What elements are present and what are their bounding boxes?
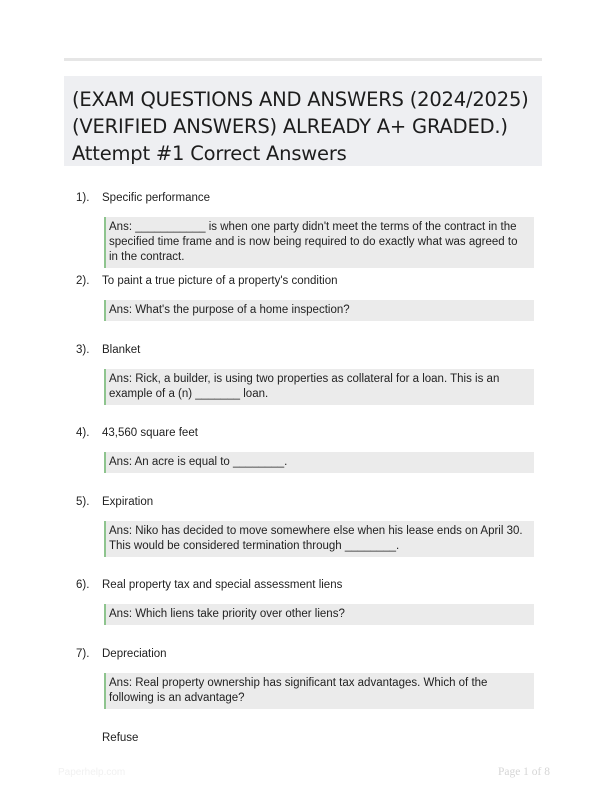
question-text: To paint a true picture of a property's condition: [102, 275, 338, 287]
question-text: Real property tax and special assessment liens: [102, 579, 343, 591]
answer-box: Ans: Rick, a builder, is using two properties as collateral for a loan. This is an example of a (n) _______ loan.: [104, 369, 534, 405]
top-divider: [64, 58, 542, 61]
document-title: (EXAM QUESTIONS AND ANSWERS (2024/2025) (VERIFIED ANSWERS) ALREADY A+ GRADED.) Attempt #1 Correct Answers: [72, 88, 529, 165]
answer-box: Ans: Which liens take priority over other liens?: [104, 604, 534, 625]
question-number: 2).: [76, 275, 90, 287]
question-text: Expiration: [102, 496, 154, 508]
trailing-answer-text: Refuse: [102, 732, 139, 744]
question-number: 4).: [76, 427, 90, 439]
answer-box: Ans: An acre is equal to ________.: [104, 452, 534, 473]
answer-box: Ans: Niko has decided to move somewhere else when his lease ends on April 30. This would be considered termination through ________.: [104, 521, 534, 557]
question-text: Blanket: [102, 344, 141, 356]
footer-watermark: Paperhelp.com: [58, 767, 126, 778]
question-number: 5).: [76, 496, 90, 508]
question-number: 3).: [76, 344, 90, 356]
question-number: 1).: [76, 192, 90, 204]
page-number: Page 1 of 8: [497, 766, 550, 778]
question-text: 43,560 square feet: [102, 427, 198, 439]
question-number: 6).: [76, 579, 90, 591]
answer-box: Ans: What's the purpose of a home inspection?: [104, 300, 534, 321]
answer-box: Ans: ___________ is when one party didn't meet the terms of the contract in the specified time frame and is now being required to do exactly what was agreed to in the contract.: [104, 217, 534, 268]
answer-box: Ans: Real property ownership has significant tax advantages. Which of the following is an advantage?: [104, 673, 534, 709]
question-text: Specific performance: [102, 192, 211, 204]
question-text: Depreciation: [102, 648, 167, 660]
question-number: 7).: [76, 648, 90, 660]
title-banner: [64, 76, 542, 166]
